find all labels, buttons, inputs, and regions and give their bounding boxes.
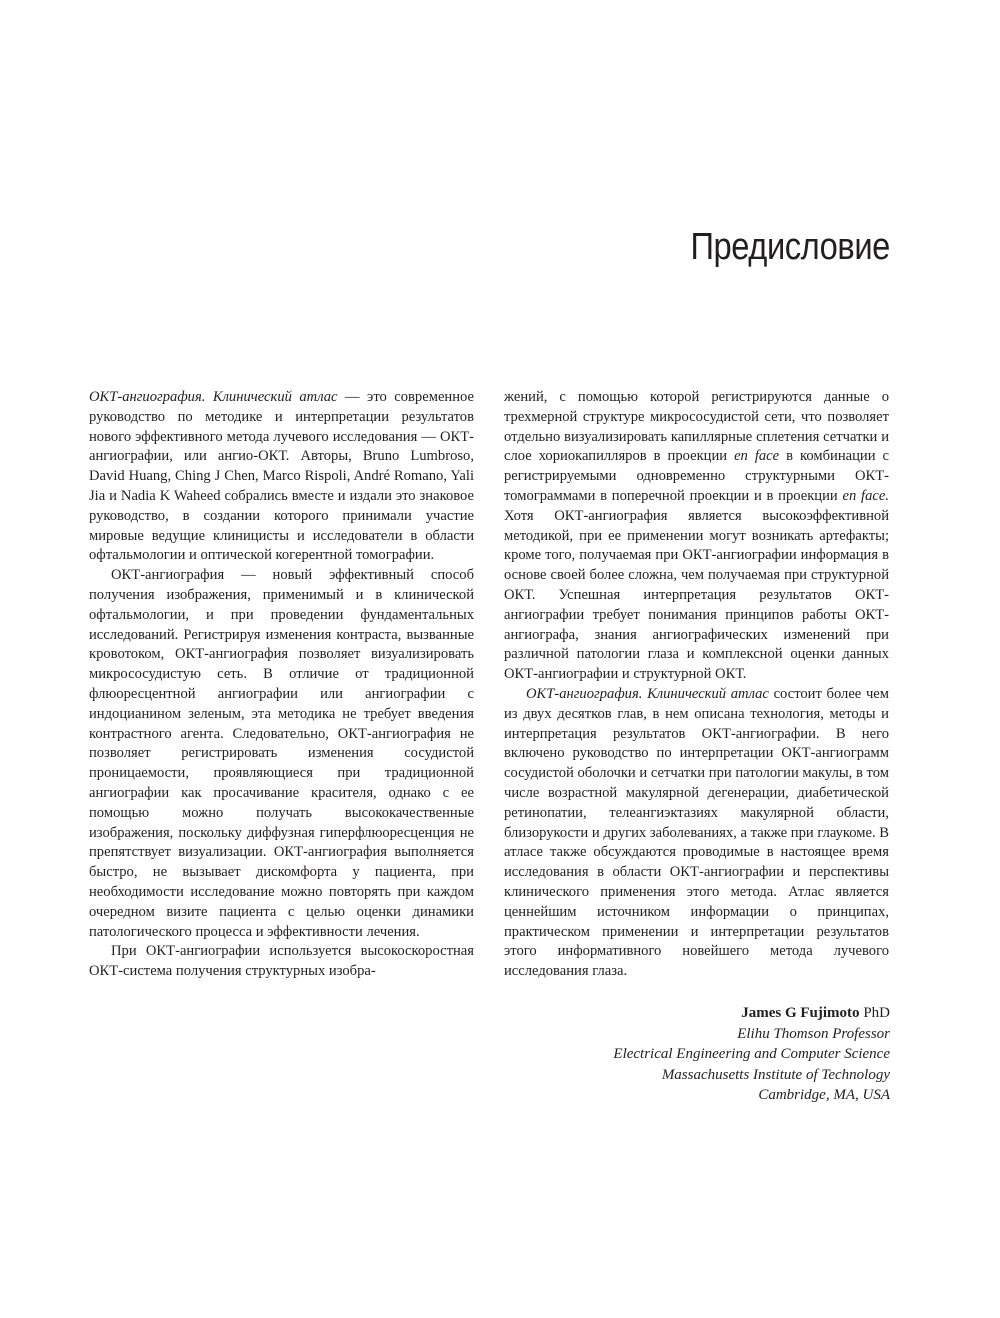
- term-italic: en face: [734, 448, 780, 465]
- paragraph-text: в комбинации с регистрируемыми одновременно структурными ОКТ-томограммами в поперечной проекции и в проекции: [504, 448, 889, 504]
- author-name-line: [613, 1003, 890, 1024]
- paragraph-text: Хотя ОКТ-ангиография является высокоэффективной методикой, при ее применении могут возникать артефакты; кроме того, получаемая при ОКТ-ангиографии информация в основе своей более сложна, чем получаемая при структурной ОКТ. Успешная интерпретация результатов ОКТ-ангиографии требует понимания принципов работы ОКТ-ангиографа, знания ангиографических изменений при различной патологии глаза и комплексной оценки данных ОКТ-ангиографии и структурной ОКТ.: [504, 507, 889, 683]
- author-location: Cambridge, MA, USA: [758, 1087, 890, 1103]
- author-title: Elihu Thomson Professor: [737, 1025, 890, 1042]
- term-italic: en face.: [842, 487, 889, 504]
- paragraph: [504, 388, 889, 685]
- author-degree: PhD: [863, 1005, 890, 1021]
- author-institution: Massachusetts Institute of Technology: [661, 1066, 890, 1083]
- paragraph-text: — это современное руководство по методике и интерпретации результатов нового эффективного метода лучевого исследования — ОКТ-ангиографии, или ангио-ОКТ. Авторы, Bruno Lumbroso, David Huang, Ching J Chen, Marco Rispoli, André Romano, Yali Jia и Nadia K Waheed собрались вместе и издали это знаковое руководство, в создании которого принимали участие мировые ведущие клиницисты и исследователи в области офтальмологии и оптической когерентной томографии.: [89, 389, 474, 564]
- paragraph-text: жений, с помощью которой регистрируются данные о трехмерной структуре микрососудистой сети, что позволяет отдельно визуализировать капиллярные сплетения сетчатки и слое хориокапилляров в проекции: [504, 389, 889, 465]
- paragraph: [89, 388, 474, 566]
- book-title-italic: ОКТ-ангиография. Клинический атлас: [526, 685, 769, 702]
- paragraph: При ОКТ-ангиографии используется высокоскоростная ОКТ-система получения структурных изобра-: [89, 943, 474, 980]
- paragraph: [504, 685, 889, 982]
- left-text-column: [89, 388, 474, 982]
- author-signature: [613, 1003, 890, 1106]
- author-name: James G Fujimoto: [741, 1005, 860, 1021]
- page-title: Предисловие: [690, 226, 890, 268]
- right-text-column: [504, 388, 889, 982]
- paragraph: ОКТ-ангиография — новый эффективный способ получения изображения, применимый и в клинической офтальмологии, и при проведении фундаментальных исследований. Регистрируя изменения контраста, вызванные кровотоком, ОКТ-ангиография позволяет визуализировать микрососудистую сеть. В отличие от традиционной флюоресцентной ангиографии или ангиографии с индоцианином зеленым, эта методика не требует введения контрастного агента. Следовательно, ОКТ-ангиография не позволяет регистрировать изменения сосудистой проницаемости, проявляющиеся при традиционной ангиографии как просачивание красителя, однако с ее помощью можно получать высококачественные изображения, поскольку диффузная гиперфлюоресценция не препятствует визуализации. ОКТ-ангиография выполняется быстро, не вызывает дискомфорта у пациента, при необходимости исследование можно повторять при каждом очередном визите пациента с целью оценки динамики патологического процесса и эффективности лечения.: [89, 567, 474, 940]
- paragraph-text: состоит более чем из двух десятков глав, в нем описана технология, методы и интерпретация результатов ОКТ-ангиографии. В него включено руководство по интерпретации ОКТ-ангиограмм сосудистой оболочки и сетчатки при патологии макулы, в том числе возрастной макулярной дегенерации, диабетической ретинопатии, телеангиэктазиях макулярной области, близорукости и других заболеваниях, а также при глаукоме. В атласе также обсуждаются проводимые в настоящее время исследования в области ОКТ-ангиографии и перспективы клинического применения этого метода. Атлас является ценнейшим источником информации о принципах, практическом применении и интерпретации результатов этого информативного новейшего метода лучевого исследования глаза.: [504, 685, 890, 980]
- author-department: Electrical Engineering and Computer Science: [613, 1046, 890, 1062]
- book-title-italic: ОКТ-ангиография. Клинический атлас: [89, 389, 338, 405]
